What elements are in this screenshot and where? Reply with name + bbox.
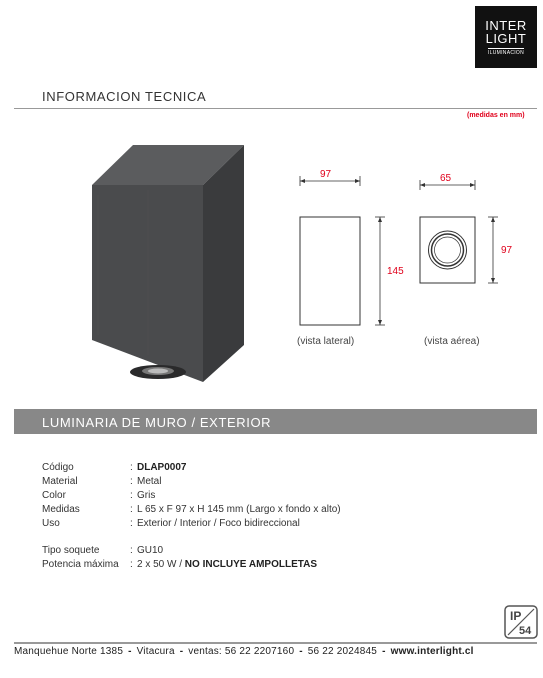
category-title: LUMINARIA DE MURO / EXTERIOR — [42, 415, 272, 430]
technical-drawings — [290, 165, 530, 355]
footer-separator: - — [299, 646, 303, 657]
ip-rating-badge — [504, 605, 538, 639]
no-bulbs-note: NO INCLUYE AMPOLLETAS — [182, 559, 318, 570]
product-image — [88, 140, 248, 385]
spec-value: Gris — [137, 490, 156, 501]
spec-colon: : — [130, 545, 133, 556]
footer-separator: - — [179, 646, 184, 657]
footer-phone-2: 56 22 2024845 — [307, 646, 378, 657]
units-note: (medidas en mm) — [467, 112, 525, 119]
divider-top — [14, 108, 537, 109]
spec-label: Código — [42, 462, 74, 473]
spec-colon: : — [130, 462, 133, 473]
aerial-height-label: 97 — [501, 245, 513, 256]
divider-bottom — [14, 642, 537, 644]
spec-colon: : — [130, 518, 133, 529]
spec-label: Medidas — [42, 504, 80, 515]
logo-line-3: ILUMINACION — [487, 49, 525, 56]
aerial-caption: (vista aérea) — [424, 336, 480, 347]
power-value: 2 x 50 W / — [137, 559, 183, 570]
lateral-view — [297, 169, 404, 347]
section-title: INFORMACION TECNICA — [42, 89, 207, 104]
lateral-width-label: 97 — [320, 169, 332, 180]
aerial-width-label: 65 — [440, 173, 452, 184]
spec-colon: : — [130, 504, 133, 515]
footer-website-link[interactable]: www.interlight.cl — [390, 646, 474, 657]
aerial-view — [420, 173, 513, 347]
spec-value: GU10 — [137, 545, 164, 556]
spec-label: Potencia máxima — [42, 559, 119, 570]
spec-colon: : — [130, 559, 133, 570]
spec-label: Material — [42, 476, 78, 487]
logo-line-1: INTER — [485, 17, 527, 33]
spec-value: DLAP0007 — [137, 462, 187, 473]
spec-value: L 65 x F 97 x H 145 mm (Largo x fondo x alto) — [137, 504, 341, 515]
spec-colon: : — [130, 490, 133, 501]
spec-colon: : — [130, 476, 133, 487]
spec-label: Color — [42, 490, 66, 501]
footer — [14, 646, 474, 657]
spec-label: Tipo soquete — [42, 545, 100, 556]
spec-value: Metal — [137, 476, 162, 487]
brand-logo — [475, 6, 537, 68]
logo-line-2: LIGHT — [485, 30, 527, 46]
footer-address: Manquehue Norte 1385 — [14, 646, 124, 657]
footer-separator: - — [382, 646, 386, 657]
footer-separator: - — [128, 646, 132, 657]
ip-label: IP — [510, 609, 522, 623]
ip-number: 54 — [519, 625, 532, 637]
spec-value: Exterior / Interior / Foco bidireccional — [137, 518, 300, 529]
lateral-caption: (vista lateral) — [297, 336, 355, 347]
footer-city: Vitacura — [136, 646, 175, 657]
lateral-height-label: 145 — [387, 266, 404, 277]
footer-phone-sales: ventas: 56 22 2207160 — [188, 646, 295, 657]
spec-value — [137, 558, 317, 571]
spec-label: Uso — [42, 518, 60, 529]
